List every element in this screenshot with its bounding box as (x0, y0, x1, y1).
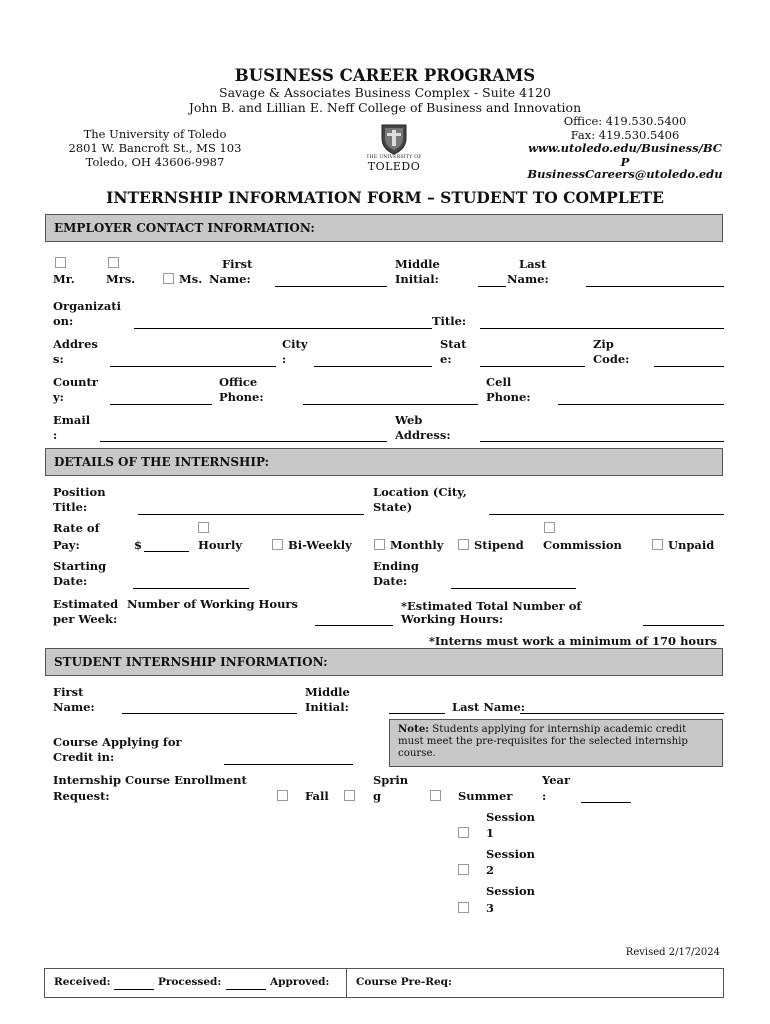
organization-label-1: Organizati (53, 299, 121, 313)
address-label-1: Addres (53, 337, 98, 351)
rate-of-pay-label-1: Rate of (53, 521, 100, 535)
email-label-2: : (53, 428, 58, 442)
received-label: Received: (54, 976, 111, 988)
summer-label: Summer (458, 789, 513, 803)
location-label-1: Location (City, (373, 485, 467, 499)
address-line-1: The University of Toledo (83, 127, 227, 141)
student-middle-initial-label-2: Initial: (305, 700, 349, 714)
office-phone-label-2: Phone: (219, 390, 264, 404)
session2-label-1: Session (486, 847, 535, 861)
employer-section-header: EMPLOYER CONTACT INFORMATION: (45, 214, 723, 242)
country-label-2: y: (53, 390, 64, 404)
session2-label-2: 2 (486, 863, 495, 877)
employer-last-name-label-2: Name: (507, 272, 549, 286)
summer-checkbox[interactable] (430, 790, 441, 801)
course-applying-input[interactable] (224, 764, 353, 765)
country-input[interactable] (110, 404, 212, 405)
processed-label: Processed: (158, 976, 222, 988)
note-text: Students applying for internship academic credit must meet the pre-requisites for the selected internship course. (398, 724, 688, 759)
office-use-divider (346, 968, 347, 998)
college-line: John B. and Lillian E. Neff College of Business and Innovation (188, 100, 582, 115)
website-link-cont[interactable]: P (620, 155, 630, 169)
fall-label: Fall (305, 789, 329, 803)
city-label-1: City (282, 337, 308, 351)
enrollment-request-label-1: Internship Course Enrollment (53, 773, 247, 787)
state-label-2: e: (440, 352, 452, 366)
year-label-1: Year (542, 773, 571, 787)
received-input[interactable] (114, 989, 154, 990)
address-line-2: 2801 W. Bancroft St., MS 103 (68, 141, 242, 155)
student-section-header: STUDENT INTERNSHIP INFORMATION: (45, 648, 723, 676)
hours-per-week-label-2: Number of Working Hours (127, 597, 298, 611)
location-input[interactable] (489, 514, 724, 515)
web-address-label-1: Web (395, 413, 423, 427)
employer-last-name-label-1: Last (519, 257, 547, 271)
website-link[interactable]: www.utoledo.edu/Business/BC (528, 141, 722, 155)
country-label-1: Countr (53, 375, 98, 389)
cell-phone-label-2: Phone: (486, 390, 531, 404)
prerequisite-note (389, 719, 723, 767)
building-line: Savage & Associates Business Complex - Suite 4120 (219, 85, 551, 100)
total-hours-label-1: *Estimated Total Number of (401, 599, 582, 613)
organization-input[interactable] (134, 328, 432, 329)
spring-label-1: Sprin (373, 773, 409, 787)
course-prereq-label: Course Pre-Req: (356, 976, 452, 988)
biweekly-label: Bi-Weekly (288, 538, 352, 552)
organization-label-2: on: (53, 314, 74, 328)
student-last-name-input[interactable] (520, 713, 724, 714)
total-hours-input[interactable] (643, 625, 724, 626)
position-title-label-2: Title: (53, 500, 88, 514)
ms-checkbox[interactable] (163, 273, 174, 284)
address-label-2: s: (53, 352, 64, 366)
email-label-1: Email (53, 413, 91, 427)
rate-of-pay-label-2: Pay: (53, 538, 80, 552)
employer-first-name-input[interactable] (275, 286, 387, 287)
session3-checkbox[interactable] (458, 902, 469, 913)
web-address-label-2: Address: (395, 428, 451, 442)
hours-per-week-input[interactable] (315, 625, 393, 626)
unpaid-label: Unpaid (668, 538, 715, 552)
web-address-input[interactable] (480, 441, 724, 442)
course-applying-label-1: Course Applying for (53, 735, 182, 749)
rate-of-pay-input[interactable] (144, 551, 189, 552)
hourly-label: Hourly (198, 538, 243, 552)
mr-label: Mr. (53, 272, 75, 286)
city-input[interactable] (314, 366, 432, 367)
cell-phone-label-1: Cell (486, 375, 512, 389)
employer-middle-initial-input[interactable] (478, 286, 506, 287)
approved-label: Approved: (270, 976, 330, 988)
location-label-2: State) (373, 500, 413, 514)
university-logo (366, 122, 422, 172)
email-link[interactable]: BusinessCareers@utoledo.edu (527, 167, 723, 181)
hours-per-week-label-1: Estimated (53, 597, 119, 611)
session3-label-1: Session (486, 884, 535, 898)
employer-last-name-input[interactable] (586, 286, 724, 287)
starting-date-label-2: Date: (53, 574, 88, 588)
biweekly-checkbox[interactable] (272, 539, 283, 550)
zip-label-2: Code: (593, 352, 630, 366)
position-title-input[interactable] (138, 514, 364, 515)
employer-middle-initial-label-1: Middle (395, 257, 440, 271)
unpaid-checkbox[interactable] (652, 539, 663, 550)
form-title: INTERNSHIP INFORMATION FORM – STUDENT TO COMPLETE (106, 188, 664, 207)
course-applying-label-2: Credit in: (53, 750, 115, 764)
processed-input[interactable] (226, 989, 266, 990)
office-phone: Office: 419.530.5400 (563, 114, 687, 128)
spring-checkbox[interactable] (344, 790, 355, 801)
revised-date: Revised 2/17/2024 (625, 947, 720, 958)
session1-label-2: 1 (486, 826, 495, 840)
state-input[interactable] (480, 366, 585, 367)
employer-first-name-label-1: First (222, 257, 253, 271)
logo-wordmark: TOLEDO (367, 160, 421, 173)
minimum-hours-note: *Interns must work a minimum of 170 hours (428, 634, 717, 648)
monthly-checkbox[interactable] (374, 539, 385, 550)
starting-date-input[interactable] (133, 588, 249, 589)
student-middle-initial-label-1: Middle (305, 685, 350, 699)
position-title-label-1: Position (53, 485, 106, 499)
fall-checkbox[interactable] (277, 790, 288, 801)
year-input[interactable] (581, 802, 631, 803)
commission-label: Commission (543, 538, 622, 552)
hourly-checkbox[interactable] (198, 522, 209, 533)
session2-checkbox[interactable] (458, 864, 469, 875)
year-label-2: : (542, 789, 547, 803)
office-phone-label-1: Office (219, 375, 258, 389)
spring-label-2: g (373, 789, 382, 803)
employer-first-name-label-2: Name: (209, 272, 251, 286)
student-middle-initial-input[interactable] (389, 713, 445, 714)
details-section-header: DETAILS OF THE INTERNSHIP: (45, 448, 723, 476)
fax-number: Fax: 419.530.5406 (570, 128, 680, 142)
student-first-name-label-2: Name: (53, 700, 95, 714)
session1-label-1: Session (486, 810, 535, 824)
ending-date-label-2: Date: (373, 574, 408, 588)
monthly-label: Monthly (390, 538, 444, 552)
program-title: BUSINESS CAREER PROGRAMS (234, 66, 536, 85)
employer-middle-initial-label-2: Initial: (395, 272, 439, 286)
hours-per-week-label-3: per Week: (53, 612, 118, 626)
student-last-name-label: Last Name: (452, 700, 526, 714)
mrs-checkbox[interactable] (108, 257, 119, 268)
stipend-label: Stipend (474, 538, 524, 552)
city-label-2: : (282, 352, 287, 366)
session3-label-2: 3 (486, 901, 495, 915)
stipend-checkbox[interactable] (458, 539, 469, 550)
office-phone-input[interactable] (303, 404, 478, 405)
address-line-3: Toledo, OH 43606-9987 (85, 155, 225, 169)
logo-small-text: THE UNIVERSITY OF (366, 155, 422, 160)
address-input[interactable] (110, 366, 276, 367)
starting-date-label-1: Starting (53, 559, 107, 573)
employer-title-input[interactable] (480, 328, 724, 329)
zip-input[interactable] (654, 366, 724, 367)
employer-title-label: Title: (432, 314, 467, 328)
shield-icon (366, 122, 422, 156)
ending-date-input[interactable] (451, 588, 576, 589)
student-first-name-input[interactable] (122, 713, 297, 714)
student-first-name-label-1: First (53, 685, 84, 699)
total-hours-label-2: Working Hours: (401, 612, 504, 626)
session1-checkbox[interactable] (458, 827, 469, 838)
email-input[interactable] (100, 441, 387, 442)
enrollment-request-label-2: Request: (53, 789, 110, 803)
cell-phone-input[interactable] (558, 404, 724, 405)
state-label-1: Stat (440, 337, 467, 351)
ending-date-label-1: Ending (373, 559, 419, 573)
ms-label: Ms. (179, 272, 203, 286)
commission-checkbox[interactable] (544, 522, 555, 533)
mrs-label: Mrs. (106, 272, 136, 286)
dollar-sign: $ (134, 538, 143, 552)
zip-label-1: Zip (593, 337, 614, 351)
note-bold: Note: (398, 723, 430, 735)
mr-checkbox[interactable] (55, 257, 66, 268)
